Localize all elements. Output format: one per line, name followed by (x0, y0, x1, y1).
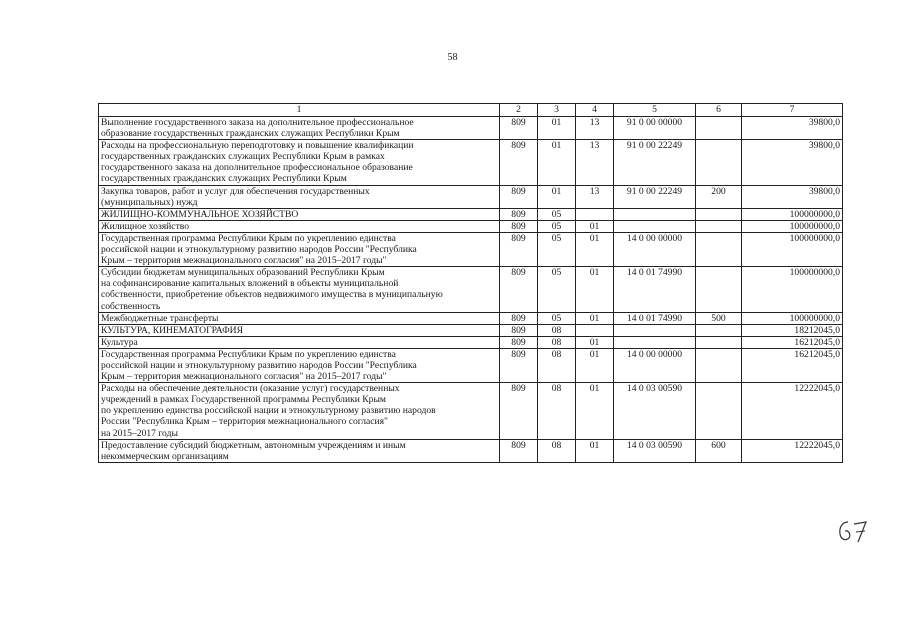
cell-name: КУЛЬТУРА, КИНЕМАТОГРАФИЯ (99, 324, 500, 336)
cell-col-3: 01 (538, 140, 576, 185)
cell-col-3: 05 (538, 267, 576, 312)
cell-amount: 100000000,0 (742, 267, 843, 312)
cell-col-2: 809 (500, 140, 538, 185)
cell-name: Государственная программа Республики Крым по укреплению единства российской нации и этнокультурному развитию народов России "Республика Крым – территория межнационального согласия" на 2015–2017 годы" (99, 232, 500, 266)
header-col-1: 1 (99, 104, 500, 117)
cell-col-2: 809 (500, 185, 538, 208)
table-row (99, 267, 843, 312)
cell-col-2: 809 (500, 324, 538, 336)
cell-col-2: 809 (500, 312, 538, 324)
cell-col-3: 08 (538, 324, 576, 336)
cell-col-5: 14 0 01 74990 (614, 267, 696, 312)
cell-amount: 12222045,0 (742, 383, 843, 439)
cell-col-5: 14 0 01 74990 (614, 312, 696, 324)
cell-col-4: 01 (576, 383, 614, 439)
cell-col-3: 01 (538, 117, 576, 140)
table-row (99, 140, 843, 185)
table-body (99, 117, 843, 463)
cell-amount: 39800,0 (742, 117, 843, 140)
cell-col-5 (614, 324, 696, 336)
header-col-2: 2 (500, 104, 538, 117)
cell-col-5: 91 0 00 22249 (614, 140, 696, 185)
table-row (99, 117, 843, 140)
cell-col-6 (696, 140, 742, 185)
cell-col-4: 13 (576, 185, 614, 208)
table-row (99, 208, 843, 220)
cell-name: Выполнение государственного заказа на дополнительное профессиональное образование государственных гражданских служащих Республики Крым (99, 117, 500, 140)
cell-col-3: 05 (538, 220, 576, 232)
handwritten-page-mark (836, 512, 876, 548)
cell-col-2: 809 (500, 348, 538, 382)
cell-col-3: 05 (538, 232, 576, 266)
cell-col-2: 809 (500, 117, 538, 140)
cell-col-4: 13 (576, 117, 614, 140)
cell-col-5 (614, 208, 696, 220)
cell-col-2: 809 (500, 220, 538, 232)
table-row (99, 324, 843, 336)
cell-col-3: 08 (538, 383, 576, 439)
cell-col-4 (576, 208, 614, 220)
header-col-3: 3 (538, 104, 576, 117)
cell-name: Государственная программа Республики Крым по укреплению единства российской нации и этнокультурному развитию народов России "Республика Крым – территория межнационального согласия" на 2015–2017 годы" (99, 348, 500, 382)
cell-col-4: 01 (576, 267, 614, 312)
cell-col-4: 01 (576, 348, 614, 382)
cell-col-4: 01 (576, 312, 614, 324)
cell-col-6 (696, 267, 742, 312)
cell-col-5: 14 0 00 00000 (614, 232, 696, 266)
cell-col-4: 01 (576, 336, 614, 348)
cell-col-4: 13 (576, 140, 614, 185)
cell-col-6 (696, 336, 742, 348)
table-row (99, 383, 843, 439)
table-row (99, 439, 843, 462)
table-row (99, 312, 843, 324)
cell-amount: 12222045,0 (742, 439, 843, 462)
cell-col-4: 01 (576, 220, 614, 232)
cell-amount: 100000000,0 (742, 220, 843, 232)
table-row (99, 185, 843, 208)
cell-col-3: 08 (538, 336, 576, 348)
table-header-row (99, 104, 843, 117)
cell-col-2: 809 (500, 439, 538, 462)
cell-col-2: 809 (500, 267, 538, 312)
cell-col-6 (696, 324, 742, 336)
cell-col-6: 600 (696, 439, 742, 462)
header-col-4: 4 (576, 104, 614, 117)
cell-col-5: 14 0 03 00590 (614, 383, 696, 439)
cell-name: ЖИЛИЩНО-КОММУНАЛЬНОЕ ХОЗЯЙСТВО (99, 208, 500, 220)
cell-col-5: 14 0 03 00590 (614, 439, 696, 462)
cell-amount: 100000000,0 (742, 232, 843, 266)
cell-col-6 (696, 220, 742, 232)
budget-table (98, 103, 843, 463)
cell-col-3: 05 (538, 208, 576, 220)
cell-amount: 39800,0 (742, 140, 843, 185)
cell-name: Закупка товаров, работ и услуг для обеспечения государственных (муниципальных) нужд (99, 185, 500, 208)
cell-name: Расходы на профессиональную переподготовку и повышение квалификации государственных гражданских служащих Республики Крым в рамках государственного заказа на дополнительное профессиональное образование государственных гражданских служащих Республики Крым (99, 140, 500, 185)
cell-col-5 (614, 336, 696, 348)
cell-name: Расходы на обеспечение деятельности (оказание услуг) государственных учреждений в рамках Государственной программы Республики Крым по укреплению единства российской нации и этнокультурному развитию народов России "Республика Крым – территория межнационального согласия" на 2015–2017 годы (99, 383, 500, 439)
cell-amount: 39800,0 (742, 185, 843, 208)
cell-col-5: 91 0 00 00000 (614, 117, 696, 140)
cell-col-3: 01 (538, 185, 576, 208)
cell-col-2: 809 (500, 336, 538, 348)
cell-col-3: 08 (538, 439, 576, 462)
cell-name: Жилищное хозяйство (99, 220, 500, 232)
cell-amount: 100000000,0 (742, 208, 843, 220)
cell-col-6: 500 (696, 312, 742, 324)
cell-col-3: 05 (538, 312, 576, 324)
header-col-6: 6 (696, 104, 742, 117)
cell-amount: 18212045,0 (742, 324, 843, 336)
cell-name: Предоставление субсидий бюджетным, автономным учреждениям и иным некоммерческим организациям (99, 439, 500, 462)
cell-col-5: 14 0 00 00000 (614, 348, 696, 382)
cell-col-2: 809 (500, 232, 538, 266)
table-row (99, 348, 843, 382)
cell-col-4: 01 (576, 232, 614, 266)
table-row (99, 336, 843, 348)
cell-amount: 16212045,0 (742, 336, 843, 348)
cell-col-4 (576, 324, 614, 336)
page-number: 58 (447, 52, 458, 63)
cell-col-3: 08 (538, 348, 576, 382)
cell-col-6 (696, 208, 742, 220)
table-row (99, 232, 843, 266)
cell-amount: 100000000,0 (742, 312, 843, 324)
cell-name: Межбюджетные трансферты (99, 312, 500, 324)
cell-col-4: 01 (576, 439, 614, 462)
cell-name: Культура (99, 336, 500, 348)
cell-col-2: 809 (500, 383, 538, 439)
cell-name: Субсидии бюджетам муниципальных образований Республики Крым на софинансирование капитальных вложений в объекты муниципальной собственности, приобретение объектов недвижимого имущества в муниципальную собственность (99, 267, 500, 312)
cell-col-6 (696, 117, 742, 140)
cell-col-6 (696, 348, 742, 382)
cell-col-6 (696, 232, 742, 266)
table-row (99, 220, 843, 232)
header-col-7: 7 (742, 104, 843, 117)
cell-col-5 (614, 220, 696, 232)
cell-amount: 16212045,0 (742, 348, 843, 382)
cell-col-5: 91 0 00 22249 (614, 185, 696, 208)
header-col-5: 5 (614, 104, 696, 117)
cell-col-6: 200 (696, 185, 742, 208)
cell-col-6 (696, 383, 742, 439)
cell-col-2: 809 (500, 208, 538, 220)
